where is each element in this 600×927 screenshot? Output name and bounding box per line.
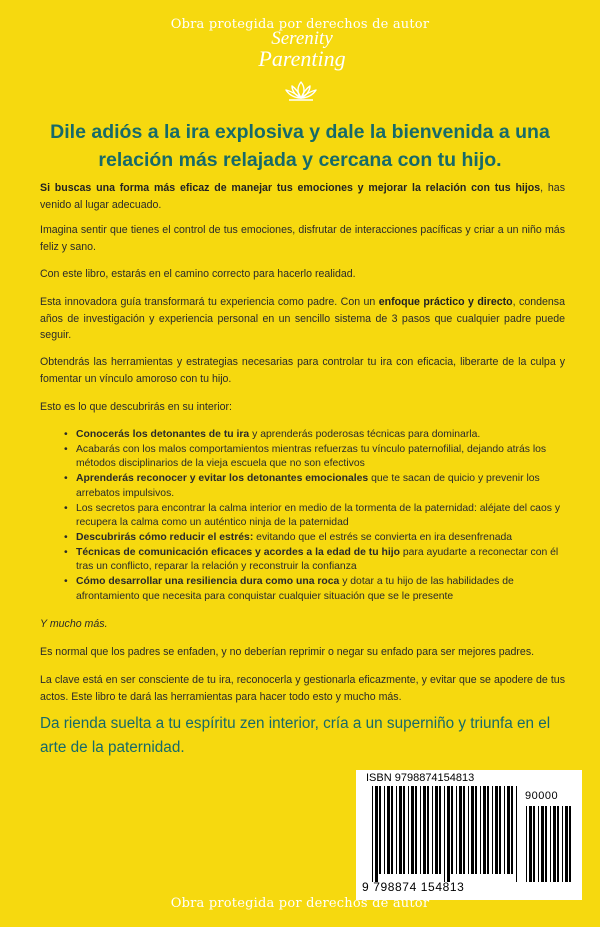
barcode-panel (356, 770, 582, 900)
paragraph-discover: Esto es lo que descubrirás en su interior: (40, 401, 232, 413)
list-item: • Técnicas de comunicación eficaces y acordes a la edad de tu hijo para ayudarte a reconectar con él tras un conflicto, reparar la relación y reconstruir la confianza (64, 546, 559, 573)
paragraph-imagine: Imagina sentir que tienes el control de tus emociones, disfrutar de interacciones pacíficas y criar a un niño más feliz y sano. (40, 224, 565, 253)
logo-line-2: Parenting (258, 46, 346, 71)
benefits-list (64, 428, 567, 604)
logo-line-1: Serenity (271, 28, 333, 49)
lotus-icon (283, 80, 319, 102)
watermark-bottom: Obra protegida por derechos de autor (170, 896, 430, 911)
watermark-top: Obra protegida por derechos de autor (170, 17, 430, 32)
paragraph-more: Y mucho más. (40, 618, 108, 630)
list-item: • Aprenderás reconocer y evitar los detonantes emocionales que te sacan de quicio y prevenir los arrebatos impulsivos. (64, 473, 540, 499)
list-item: • Los secretos para encontrar la calma interior en medio de la tormenta de la paternidad: aléjate del caos y recupera la calma como un auténtico ninja de la paternidad (64, 502, 561, 529)
intro-bold: Si buscas una forma más eficaz de manejar tus emociones y mejorar la relación con tus hijos (40, 182, 541, 194)
closing-statement: Da rienda suelta a tu espíritu zen interior, cría a un superniño y triunfa en el arte de la paternidad. (40, 715, 551, 756)
isbn-label: ISBN 9798874154813 (366, 772, 475, 784)
publisher-logo (246, 30, 358, 70)
paragraph-tools: Obtendrás las herramientas y estrategias necesarias para controlar tu ira con eficacia, liberarte de la culpa y fomentar un vínculo amoroso con tu hijo. (40, 356, 565, 385)
paragraph-guide (40, 294, 565, 344)
list-item: • Cómo desarrollar una resiliencia dura como una roca y dotar a tu hijo de las habilidades de afrontamiento que necesita para conquistar cualquier situación que se le presente (64, 576, 514, 602)
list-item: • Descubrirás cómo reducir el estrés: evitando que el estrés se convierta en ira desenfrenada (64, 531, 513, 543)
price-code: 90000 (525, 790, 559, 802)
paragraph-book: Con este libro, estarás en el camino correcto para hacerlo realidad. (40, 268, 356, 280)
guide-part-a: Esta innovadora guía transformará tu experiencia como padre. Con un (40, 296, 379, 308)
paragraph-key: La clave está en ser consciente de tu ira, reconocerla y gestionarla eficazmente, y evitar que se apodere de tus actos. Este libro te dará las herramientas para hacer todo esto y mucho más. (40, 674, 565, 703)
intro-rest: , has venido al lugar adecuado. (40, 182, 565, 211)
list-item: • Conocerás los detonantes de tu ira y aprenderás poderosas técnicas para dominarla. (64, 429, 481, 440)
paragraph-normal: Es normal que los padres se enfaden, y no deberían reprimir o negar su enfado para ser mejores padres. (40, 646, 535, 658)
addon-barcode (524, 806, 574, 890)
paragraph-intro (40, 180, 565, 213)
headline: Dile adiós a la ira explosiva y dale la bienvenida a una relación más relajada y cercana con tu hijo. (50, 121, 550, 171)
list-item: • Acabarás con los malos comportamientos mientras refuerzas tu vínculo paternofilial, dejando atrás los métodos disciplinarios de la vieja escuela que no son efectivos (64, 443, 547, 470)
guide-bold: enfoque práctico y directo (378, 296, 513, 308)
barcode-digits: 9 798874 154813 (362, 880, 465, 894)
guide-part-b: , condensa años de investigación y experiencia personal en un sencillo sistema de 3 pasos que cualquier padre puede seguir. (40, 296, 565, 341)
ean-barcode (370, 786, 520, 882)
